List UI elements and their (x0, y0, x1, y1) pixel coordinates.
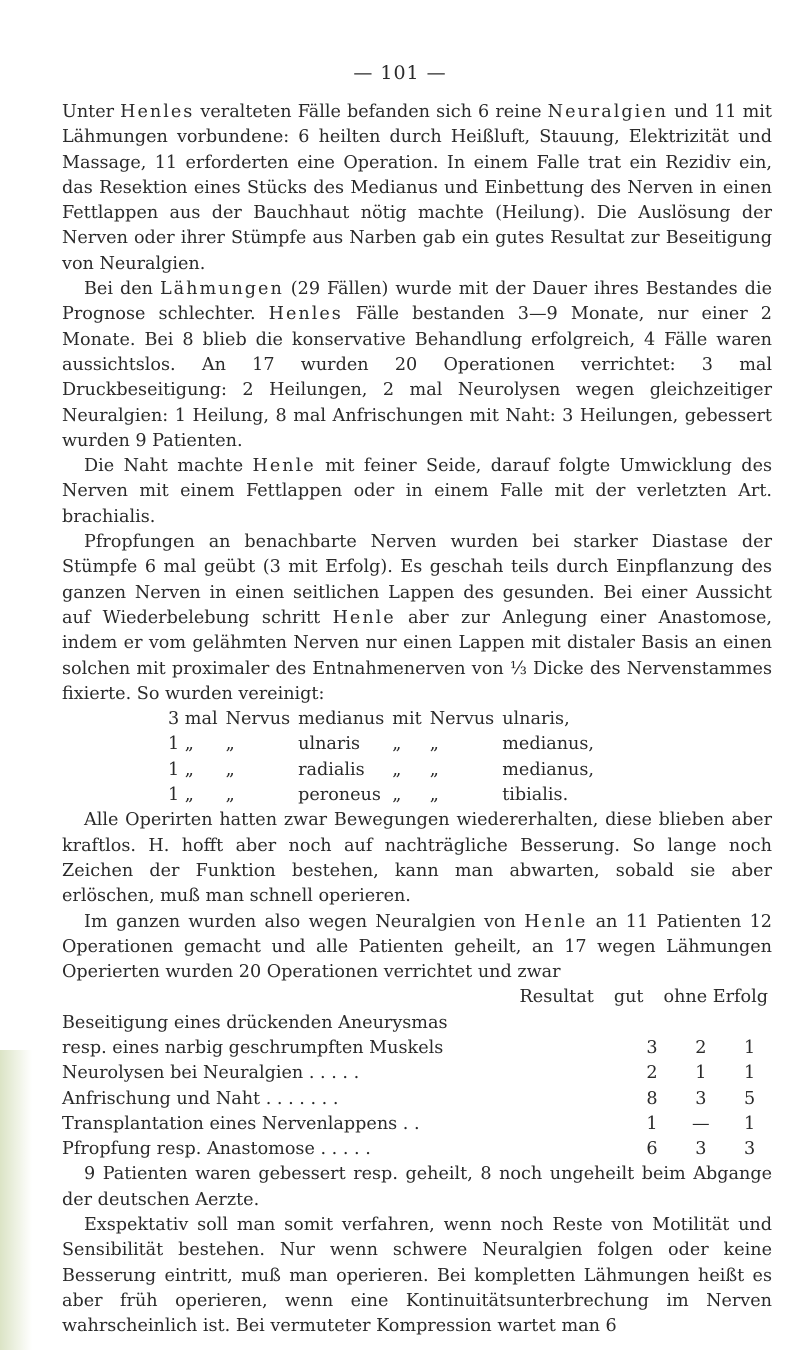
anastomosis-word: mit (392, 709, 422, 730)
anastomosis-word: „ (429, 734, 439, 755)
row-label: resp. eines narbig geschrumpften Muskels (62, 1037, 444, 1058)
emphasis-laehmungen: Lähmungen (159, 279, 284, 300)
anastomosis-word: „ (392, 785, 402, 806)
anastomosis-word: „ (392, 734, 402, 755)
results-table (62, 1011, 774, 1163)
author-name: Henles (268, 304, 343, 325)
text-run: Dicke des Nervenstammes fixierte. So wurden vereinigt: (62, 658, 772, 704)
anastomosis-count: 3 mal (168, 709, 218, 730)
table-row (62, 1112, 774, 1137)
author-name: Henle (332, 607, 396, 628)
paragraph-operirten (62, 808, 772, 909)
paragraph-laehmungen (62, 277, 772, 454)
text-run: Unter (62, 102, 121, 122)
results-table-header (62, 985, 772, 1010)
cell-total: 6 (646, 1139, 658, 1160)
paragraph-exspektativ (62, 1213, 772, 1339)
anastomosis-count: 1 „ (168, 785, 194, 806)
text-run: Die Naht machte (84, 456, 253, 477)
paragraph-neuralgien (62, 100, 772, 277)
cell-none: 1 (743, 1037, 756, 1058)
anastomosis-to: medianus, (502, 759, 594, 780)
anastomosis-from: peroneus (298, 785, 381, 806)
anastomosis-to: ulnaris, (502, 709, 570, 730)
anastomosis-word: „ (225, 785, 235, 806)
text-run: aber zur Anlegung einer Anastomose, indem er vom gelähmten Nerven nur einen Lappen mit distaler Basis an einen solchen mit proximaler des Entnahmenerven von (62, 607, 772, 679)
cell-total: 2 (646, 1063, 658, 1084)
paragraph-pfropfungen (62, 530, 772, 707)
anastomosis-word: „ (225, 734, 235, 755)
text-run: Exspektativ soll man somit verfahren, wenn noch Reste von Motilität und Sensibilität bestehen. Nur wenn schwere Neuralgien folgen oder keine Besserung eintritt, muß man operieren. Bei kompletten Lähmungen heißt es aber früh operieren, wenn eine Kontinuitätsunterbrechung im Nerven wahrscheinlich ist. Bei vermuteter Kompression wartet man 6 (62, 1215, 772, 1337)
text-run: Pfropfungen an benachbarte Nerven wurden bei starker Diastase der Stümpfe 6 mal geübt (3 mit Erfolg). Es geschah teils durch Einpflanzung des ganzen Nerven in einen seitlichen Lappen des gesunden. Bei einer Aussicht auf Wiederbelebung schritt (62, 532, 772, 628)
cell-total: 1 (646, 1113, 658, 1134)
list-item (168, 732, 602, 757)
anastomosis-from: ulnaris (298, 734, 360, 755)
anastomosis-word: „ (225, 759, 235, 780)
cell-good: 3 (695, 1088, 707, 1109)
cell-total: 3 (646, 1037, 658, 1058)
text-run: Bei den (84, 279, 160, 300)
anastomosis-count: 1 „ (168, 759, 194, 780)
cell-good: — (691, 1113, 710, 1134)
list-item (168, 707, 602, 732)
table-row (62, 1036, 774, 1061)
paper-stain (0, 1050, 32, 1350)
text-run: 9 Patienten waren gebessert resp. geheilt, 8 noch ungeheilt beim Abgange der deutschen Aerzte. (62, 1164, 772, 1210)
text-run: und 11 mit Lähmungen vorbundene: 6 heilten durch Heißluft, Stauung, Elektrizität und Massage, 11 erforderten eine Operation. In einem Falle trat ein Rezidiv ein, das Resektion eines Stücks des Medianus und Einbettung des Nerven in einen Fettlappen aus der Bauchhaut nötig machte (Heilung). Die Auslösung der Nerven oder ihrer Stümpfe aus Narben gab ein gutes Resultat zur Beseitigung von Neuralgien. (62, 102, 772, 274)
text-run: (29 Fällen) wurde mit der Dauer ihres Bestandes die Prognose schlechter. (62, 279, 772, 325)
cell-none: 3 (743, 1139, 756, 1160)
table-row (62, 1061, 774, 1086)
row-label: Transplantation eines Nervenlappens . . (62, 1113, 420, 1134)
list-item (168, 783, 602, 808)
list-item (168, 758, 602, 783)
fraction: ⅓ (509, 658, 527, 679)
row-label: Beseitigung eines drückenden Aneurysmas (62, 1012, 448, 1033)
anastomosis-from: medianus (298, 709, 385, 730)
page-body (62, 100, 772, 1340)
table-row (62, 1137, 774, 1162)
anastomosis-list (168, 707, 602, 808)
anastomosis-word: „ (392, 759, 402, 780)
cell-none: 1 (743, 1063, 756, 1084)
anastomosis-count: 1 „ (168, 734, 194, 755)
row-label: Pfropfung resp. Anastomose . . . . . (62, 1139, 371, 1160)
author-name: Henle (252, 456, 316, 477)
text-run: Alle Operirten hatten zwar Bewegungen wiedererhalten, diese blieben aber kraftlos. H. hofft aber noch auf nachträgliche Besserung. So lange noch Zeichen der Funktion bestehen, kann man abwarten, sobald sie aber erlöschen, muß man schnell operieren. (62, 810, 772, 907)
cell-none: 1 (743, 1113, 756, 1134)
header-none: ohne Erfolg (663, 987, 768, 1008)
table-row (62, 1087, 774, 1112)
row-label: Anfrischung und Naht . . . . . . . (62, 1088, 339, 1109)
cell-none: 5 (743, 1088, 756, 1109)
paragraph-naht (62, 454, 772, 530)
page-number: — 101 — (353, 62, 447, 84)
text-run: an 11 Patienten 12 Operationen gemacht und alle Patienten geheilt, an 17 wegen Lähmungen Operierten wurden 20 Operationen verrichtet und zwar (62, 911, 772, 983)
author-name: Henle (524, 911, 588, 932)
text-run: mit feiner Seide, darauf folgte Umwicklung des Nerven mit einem Fettlappen oder in einem Falle mit der verletzten Art. brachialis. (62, 456, 773, 527)
text-run: Im ganzen wurden also wegen Neuralgien von (84, 911, 525, 932)
table-row (62, 1011, 774, 1036)
author-name: Henles (120, 102, 195, 122)
cell-good: 2 (695, 1037, 707, 1058)
header-good: gut (613, 987, 644, 1008)
paragraph-im-ganzen (62, 910, 772, 986)
row-label: Neurolysen bei Neuralgien . . . . . (62, 1063, 360, 1084)
anastomosis-word: „ (429, 785, 439, 806)
text-run: Fälle bestanden 3—9 Monate, nur einer 2 Monate. Bei 8 blieb die konservative Behandlung erfolgreich, 4 Fälle waren aussichtslos. An 17 wurden 20 Operationen verrichtet: 3 mal Druckbeseitigung: 2 Heilungen, 2 mal Neurolysen wegen gleichzeitiger Neuralgien: 1 Heilung, 8 mal Anfrischungen mit Naht: 3 Heilungen, gebessert wurden 9 Patienten. (62, 304, 773, 451)
anastomosis-word: „ (429, 759, 439, 780)
anastomosis-word: Nervus (225, 709, 291, 730)
text-run: veralteten Fälle befanden sich 6 reine (194, 102, 548, 122)
anastomosis-to: medianus, (502, 734, 594, 755)
header-result: Resultat (519, 987, 594, 1008)
cell-total: 8 (646, 1088, 658, 1109)
emphasis-neuralgien: Neuralgien (547, 102, 668, 122)
anastomosis-word: Nervus (429, 709, 495, 730)
cell-good: 1 (695, 1063, 707, 1084)
cell-good: 3 (695, 1139, 707, 1160)
paragraph-gebessert (62, 1162, 772, 1213)
anastomosis-to: tibialis. (502, 785, 569, 806)
anastomosis-from: radialis (298, 759, 365, 780)
